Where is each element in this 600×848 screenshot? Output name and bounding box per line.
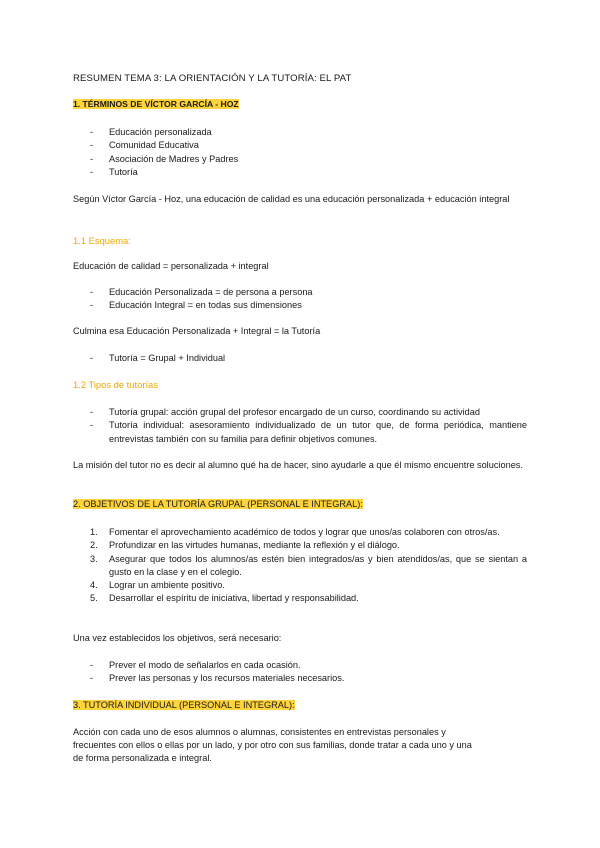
- section2-heading: 2. OBJETIVOS DE LA TUTORÍA GRUPAL (PERSONAL E INTEGRAL):: [73, 499, 363, 509]
- section3-heading-wrap: [73, 699, 527, 712]
- list-item: 3. Asegurar que todos los alumnos/as estén bien integrados/as y bien atendidos/as, que se sientan a gusto en la clase y en el colegio.: [90, 553, 527, 577]
- list-item: 5. Desarrollar el espíritu de iniciativa, libertad y responsabilidad.: [90, 593, 359, 604]
- culmina-text: Culmina esa Educación Personalizada + Integral = la Tutoría: [73, 326, 321, 336]
- list-item: 1. Fomentar el aprovechamiento académico de todos y lograr que unos/as colaboren con otros/as.: [90, 527, 500, 537]
- section2-needs-list: [73, 659, 527, 686]
- list-item: 4. Lograr un ambiente positivo.: [90, 580, 225, 591]
- section1-1-list: [73, 286, 527, 313]
- section1-2-heading: 1.2 Tipos de tutorías: [73, 379, 158, 390]
- list-item: - Asociación de Madres y Padres: [90, 153, 239, 164]
- mision-paragraph: La misión del tutor no es decir al alumno qué ha de hacer, sino ayudarle a que él mismo encuentre soluciones.: [73, 460, 523, 470]
- list-item: 2. Profundizar en las virtudes humanas, mediante la reflexión y el diálogo.: [90, 540, 400, 551]
- section2-intro: Una vez establecidos los objetivos, será necesario:: [73, 633, 282, 643]
- section1-1-heading: 1.1 Esquema:: [73, 235, 131, 246]
- list-item: - Tutoría = Grupal + Individual: [90, 353, 226, 363]
- list-item: - Tutoría individual: asesoramiento individualizado de un tutor que, de forma periódica, mantiene entrevistas también con su familia para definir objetivos comunes.: [90, 420, 527, 444]
- list-item: - Tutoría grupal: acción grupal del profesor encargado de un curso, coordinando su actividad: [90, 407, 480, 417]
- section1-list: [73, 126, 527, 179]
- section1-heading: 1. TÉRMINOS DE VÍCTOR GARCÍA - HOZ: [73, 99, 239, 109]
- section2-list: [73, 526, 527, 606]
- list-item: - Educación Personalizada = de persona a persona: [90, 287, 313, 297]
- section3-line-3: de forma personalizada e integral.: [73, 753, 212, 763]
- list-item: - Prever las personas y los recursos materiales necesarios.: [90, 673, 345, 684]
- section3-line-1: Acción con cada uno de esos alumnos o alumnas, consistentes en entrevistas personales y: [73, 727, 446, 737]
- section3-heading: 3. TUTORÍA INDIVIDUAL (PERSONAL E INTEGRAL):: [73, 700, 295, 710]
- formula-text: Educación de calidad = personalizada + integral: [73, 261, 269, 271]
- section2-heading-wrap: [73, 498, 527, 511]
- section3-line-2: frecuentes con ellos o ellas por un lado, y por otro con sus familias, donde tratar a cada uno y una: [73, 740, 472, 750]
- tutoria-list: [73, 352, 527, 365]
- list-item: - Prever el modo de señalarlos en cada ocasión.: [90, 660, 301, 670]
- list-item: - Tutoría: [90, 166, 138, 177]
- page-title: RESUMEN TEMA 3: LA ORIENTACIÓN Y LA TUTORÍA: EL PAT: [73, 73, 352, 84]
- section1-paragraph: Según Víctor García - Hoz, una educación de calidad es una educación personalizada + educación integral: [73, 194, 510, 204]
- list-item: - Comunidad Educativa: [90, 140, 199, 151]
- list-item: - Educación personalizada: [90, 127, 212, 137]
- section1-2-list: [73, 406, 527, 446]
- list-item: - Educación Integral = en todas sus dimensiones: [90, 300, 302, 311]
- section1-heading-wrap: [73, 98, 527, 111]
